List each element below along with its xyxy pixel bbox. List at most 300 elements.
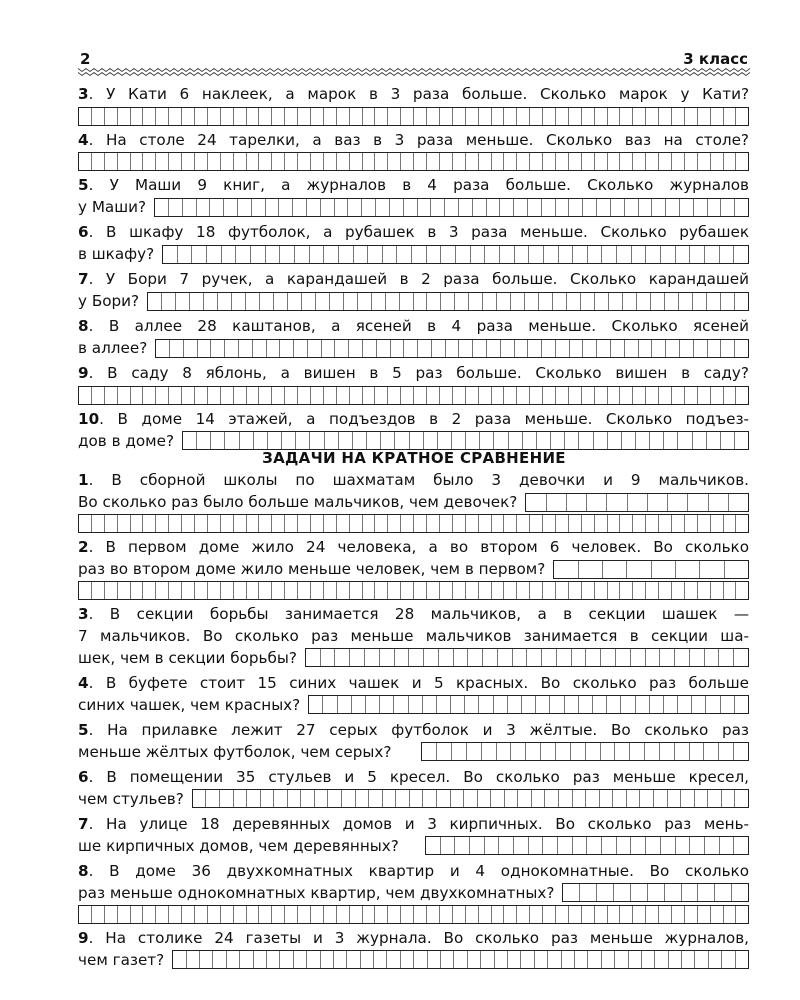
answer-cell[interactable] <box>170 340 184 357</box>
answer-cell[interactable] <box>478 790 492 807</box>
answer-cell[interactable] <box>542 340 556 357</box>
answer-cell[interactable] <box>254 951 267 968</box>
answer-cell[interactable] <box>680 199 694 216</box>
answer-grid[interactable] <box>78 581 749 600</box>
answer-cell[interactable] <box>633 108 646 125</box>
answer-cell[interactable] <box>105 153 118 170</box>
answer-cell[interactable] <box>414 906 427 923</box>
answer-cell[interactable] <box>480 432 494 449</box>
answer-cell[interactable] <box>221 582 234 599</box>
answer-cell[interactable] <box>676 837 691 854</box>
answer-cell[interactable] <box>466 108 479 125</box>
answer-cell[interactable] <box>736 906 748 923</box>
answer-cell[interactable] <box>79 906 92 923</box>
answer-cell[interactable] <box>611 340 625 357</box>
answer-cell[interactable] <box>218 293 232 310</box>
answer-cell[interactable] <box>459 199 473 216</box>
answer-grid[interactable] <box>192 789 749 808</box>
answer-cell[interactable] <box>306 649 321 666</box>
answer-cell[interactable] <box>404 340 418 357</box>
answer-cell[interactable] <box>639 340 653 357</box>
answer-cell[interactable] <box>298 515 311 532</box>
answer-cell[interactable] <box>580 884 597 901</box>
answer-cell[interactable] <box>195 387 208 404</box>
answer-cell[interactable] <box>627 561 651 578</box>
answer-cell[interactable] <box>282 432 296 449</box>
answer-cell[interactable] <box>79 153 92 170</box>
answer-cell[interactable] <box>410 432 424 449</box>
answer-cell[interactable] <box>685 582 698 599</box>
answer-cell[interactable] <box>600 790 614 807</box>
answer-cell[interactable] <box>609 293 623 310</box>
answer-cell[interactable] <box>708 340 722 357</box>
answer-cell[interactable] <box>195 582 208 599</box>
answer-cell[interactable] <box>225 432 239 449</box>
answer-cell[interactable] <box>439 649 454 666</box>
answer-cell[interactable] <box>735 790 748 807</box>
answer-cell[interactable] <box>646 387 659 404</box>
answer-cell[interactable] <box>324 246 339 263</box>
answer-cell[interactable] <box>453 387 466 404</box>
answer-cell[interactable] <box>553 293 567 310</box>
answer-cell[interactable] <box>735 340 748 357</box>
answer-cell[interactable] <box>483 649 498 666</box>
answer-cell[interactable] <box>350 387 363 404</box>
answer-cell[interactable] <box>521 951 534 968</box>
answer-cell[interactable] <box>395 432 409 449</box>
answer-cell[interactable] <box>467 743 482 760</box>
answer-cell[interactable] <box>471 246 486 263</box>
answer-cell[interactable] <box>337 515 350 532</box>
answer-cell[interactable] <box>640 790 654 807</box>
answer-cell[interactable] <box>309 696 323 713</box>
answer-cell[interactable] <box>266 246 281 263</box>
answer-cell[interactable] <box>532 790 546 807</box>
answer-cell[interactable] <box>79 108 92 125</box>
answer-cell[interactable] <box>169 582 182 599</box>
answer-cell[interactable] <box>440 515 453 532</box>
answer-cell[interactable] <box>724 906 737 923</box>
answer-cell[interactable] <box>582 153 595 170</box>
answer-cell[interactable] <box>423 696 437 713</box>
answer-cell[interactable] <box>581 293 595 310</box>
answer-cell[interactable] <box>465 696 479 713</box>
answer-cell[interactable] <box>722 951 735 968</box>
answer-cell[interactable] <box>193 790 207 807</box>
answer-cell[interactable] <box>441 246 456 263</box>
answer-cell[interactable] <box>682 884 699 901</box>
answer-cell[interactable] <box>620 108 633 125</box>
answer-cell[interactable] <box>259 153 272 170</box>
answer-cell[interactable] <box>665 293 679 310</box>
answer-cell[interactable] <box>595 108 608 125</box>
answer-cell[interactable] <box>708 199 722 216</box>
answer-cell[interactable] <box>337 387 350 404</box>
answer-cell[interactable] <box>440 387 453 404</box>
answer-cell[interactable] <box>595 582 608 599</box>
answer-cell[interactable] <box>414 387 427 404</box>
answer-cell[interactable] <box>184 340 198 357</box>
answer-cell[interactable] <box>195 153 208 170</box>
answer-cell[interactable] <box>225 340 239 357</box>
answer-cell[interactable] <box>274 293 288 310</box>
answer-cell[interactable] <box>388 108 401 125</box>
answer-cell[interactable] <box>530 515 543 532</box>
answer-cell[interactable] <box>337 153 350 170</box>
answer-cell[interactable] <box>195 906 208 923</box>
answer-cell[interactable] <box>293 199 307 216</box>
answer-cell[interactable] <box>266 199 280 216</box>
answer-cell[interactable] <box>595 387 608 404</box>
answer-cell[interactable] <box>481 951 494 968</box>
answer-cell[interactable] <box>259 515 272 532</box>
answer-grid[interactable] <box>172 950 749 969</box>
answer-cell[interactable] <box>453 153 466 170</box>
answer-cell[interactable] <box>595 515 608 532</box>
answer-cell[interactable] <box>492 387 505 404</box>
answer-cell[interactable] <box>236 246 251 263</box>
answer-cell[interactable] <box>700 561 724 578</box>
answer-cell[interactable] <box>583 340 597 357</box>
answer-grid[interactable] <box>162 245 749 264</box>
answer-cell[interactable] <box>412 246 427 263</box>
answer-cell[interactable] <box>497 743 512 760</box>
answer-cell[interactable] <box>551 432 565 449</box>
answer-cell[interactable] <box>401 906 414 923</box>
answer-cell[interactable] <box>330 293 344 310</box>
answer-cell[interactable] <box>288 293 302 310</box>
answer-cell[interactable] <box>504 515 517 532</box>
answer-cell[interactable] <box>182 906 195 923</box>
answer-cell[interactable] <box>361 951 374 968</box>
answer-cell[interactable] <box>339 246 354 263</box>
answer-cell[interactable] <box>169 108 182 125</box>
answer-cell[interactable] <box>105 108 118 125</box>
answer-cell[interactable] <box>234 108 247 125</box>
answer-cell[interactable] <box>440 582 453 599</box>
answer-cell[interactable] <box>575 951 588 968</box>
answer-cell[interactable] <box>602 951 615 968</box>
answer-cell[interactable] <box>659 108 672 125</box>
answer-cell[interactable] <box>479 108 492 125</box>
answer-cell[interactable] <box>238 199 252 216</box>
answer-cell[interactable] <box>628 494 648 511</box>
answer-cell[interactable] <box>380 696 394 713</box>
answer-cell[interactable] <box>721 293 735 310</box>
answer-cell[interactable] <box>570 340 584 357</box>
answer-cell[interactable] <box>321 649 336 666</box>
answer-cell[interactable] <box>176 293 190 310</box>
answer-cell[interactable] <box>659 582 672 599</box>
answer-cell[interactable] <box>736 108 748 125</box>
answer-cell[interactable] <box>652 561 676 578</box>
answer-cell[interactable] <box>582 906 595 923</box>
answer-cell[interactable] <box>259 387 272 404</box>
answer-cell[interactable] <box>659 153 672 170</box>
answer-cell[interactable] <box>453 108 466 125</box>
answer-cell[interactable] <box>556 199 570 216</box>
answer-grid[interactable] <box>553 560 749 579</box>
answer-cell[interactable] <box>335 199 349 216</box>
answer-cell[interactable] <box>426 837 441 854</box>
answer-cell[interactable] <box>234 515 247 532</box>
answer-cell[interactable] <box>704 743 719 760</box>
answer-cell[interactable] <box>620 906 633 923</box>
answer-cell[interactable] <box>651 293 665 310</box>
answer-cell[interactable] <box>517 906 530 923</box>
answer-cell[interactable] <box>208 387 221 404</box>
answer-cell[interactable] <box>543 582 556 599</box>
answer-cell[interactable] <box>204 293 218 310</box>
answer-cell[interactable] <box>163 246 178 263</box>
answer-cell[interactable] <box>569 108 582 125</box>
answer-cell[interactable] <box>143 515 156 532</box>
answer-cell[interactable] <box>285 515 298 532</box>
answer-cell[interactable] <box>285 582 298 599</box>
answer-cell[interactable] <box>668 790 682 807</box>
answer-cell[interactable] <box>543 153 556 170</box>
answer-cell[interactable] <box>280 340 294 357</box>
answer-cell[interactable] <box>350 906 363 923</box>
answer-cell[interactable] <box>335 340 349 357</box>
answer-cell[interactable] <box>602 837 617 854</box>
answer-cell[interactable] <box>660 743 675 760</box>
answer-cell[interactable] <box>715 884 732 901</box>
answer-cell[interactable] <box>323 696 337 713</box>
answer-cell[interactable] <box>131 582 144 599</box>
answer-cell[interactable] <box>208 108 221 125</box>
answer-cell[interactable] <box>267 340 281 357</box>
answer-cell[interactable] <box>479 696 493 713</box>
answer-cell[interactable] <box>494 432 508 449</box>
answer-cell[interactable] <box>732 884 748 901</box>
answer-cell[interactable] <box>646 837 661 854</box>
answer-cell[interactable] <box>143 108 156 125</box>
answer-cell[interactable] <box>440 906 453 923</box>
answer-cell[interactable] <box>705 246 720 263</box>
answer-cell[interactable] <box>454 951 467 968</box>
answer-cell[interactable] <box>498 649 513 666</box>
answer-cell[interactable] <box>285 153 298 170</box>
answer-cell[interactable] <box>390 199 404 216</box>
answer-cell[interactable] <box>586 743 601 760</box>
answer-cell[interactable] <box>197 199 211 216</box>
answer-cell[interactable] <box>239 340 253 357</box>
answer-cell[interactable] <box>301 790 315 807</box>
answer-cell[interactable] <box>358 293 372 310</box>
answer-cell[interactable] <box>148 293 162 310</box>
answer-cell[interactable] <box>211 340 225 357</box>
answer-cell[interactable] <box>530 153 543 170</box>
answer-cell[interactable] <box>272 153 285 170</box>
answer-cell[interactable] <box>321 199 335 216</box>
answer-cell[interactable] <box>356 790 370 807</box>
answer-cell[interactable] <box>337 582 350 599</box>
answer-cell[interactable] <box>666 340 680 357</box>
answer-cell[interactable] <box>200 951 213 968</box>
answer-cell[interactable] <box>736 515 748 532</box>
answer-cell[interactable] <box>556 906 569 923</box>
answer-cell[interactable] <box>603 561 627 578</box>
answer-cell[interactable] <box>678 696 692 713</box>
answer-cell[interactable] <box>645 743 660 760</box>
answer-cell[interactable] <box>169 387 182 404</box>
answer-cell[interactable] <box>693 432 707 449</box>
answer-cell[interactable] <box>404 199 418 216</box>
answer-cell[interactable] <box>608 582 621 599</box>
answer-cell[interactable] <box>363 108 376 125</box>
answer-cell[interactable] <box>675 743 690 760</box>
answer-cell[interactable] <box>377 340 391 357</box>
answer-cell[interactable] <box>539 293 553 310</box>
answer-cell[interactable] <box>427 515 440 532</box>
answer-cell[interactable] <box>414 108 427 125</box>
answer-cell[interactable] <box>586 649 601 666</box>
answer-cell[interactable] <box>711 582 724 599</box>
answer-cell[interactable] <box>431 199 445 216</box>
answer-cell[interactable] <box>234 582 247 599</box>
answer-cell[interactable] <box>321 951 334 968</box>
answer-cell[interactable] <box>690 246 705 263</box>
answer-cell[interactable] <box>131 906 144 923</box>
answer-cell[interactable] <box>348 199 362 216</box>
answer-cell[interactable] <box>659 515 672 532</box>
answer-cell[interactable] <box>559 246 574 263</box>
answer-cell[interactable] <box>396 790 410 807</box>
answer-cell[interactable] <box>455 837 470 854</box>
answer-cell[interactable] <box>615 951 628 968</box>
answer-cell[interactable] <box>543 387 556 404</box>
answer-cell[interactable] <box>625 340 639 357</box>
answer-cell[interactable] <box>118 906 131 923</box>
answer-cell[interactable] <box>685 515 698 532</box>
answer-grid[interactable] <box>562 883 749 902</box>
answer-cell[interactable] <box>316 293 330 310</box>
answer-cell[interactable] <box>685 906 698 923</box>
answer-cell[interactable] <box>642 951 655 968</box>
answer-cell[interactable] <box>451 696 465 713</box>
answer-cell[interactable] <box>646 108 659 125</box>
answer-cell[interactable] <box>530 906 543 923</box>
answer-cell[interactable] <box>614 884 631 901</box>
answer-cell[interactable] <box>182 515 195 532</box>
answer-cell[interactable] <box>267 951 280 968</box>
answer-cell[interactable] <box>513 649 528 666</box>
answer-cell[interactable] <box>556 582 569 599</box>
answer-cell[interactable] <box>79 387 92 404</box>
answer-cell[interactable] <box>466 153 479 170</box>
answer-cell[interactable] <box>375 515 388 532</box>
answer-cell[interactable] <box>711 387 724 404</box>
answer-cell[interactable] <box>386 293 400 310</box>
answer-cell[interactable] <box>409 696 423 713</box>
answer-cell[interactable] <box>280 246 295 263</box>
answer-cell[interactable] <box>666 199 680 216</box>
answer-cell[interactable] <box>536 696 550 713</box>
answer-cell[interactable] <box>414 951 427 968</box>
answer-cell[interactable] <box>105 515 118 532</box>
answer-cell[interactable] <box>207 246 222 263</box>
answer-cell[interactable] <box>588 246 603 263</box>
answer-cell[interactable] <box>311 108 324 125</box>
answer-cell[interactable] <box>105 387 118 404</box>
answer-cell[interactable] <box>646 515 659 532</box>
answer-cell[interactable] <box>285 906 298 923</box>
answer-cell[interactable] <box>337 108 350 125</box>
answer-cell[interactable] <box>734 837 748 854</box>
answer-cell[interactable] <box>79 515 92 532</box>
answer-grid[interactable] <box>305 648 749 667</box>
answer-cell[interactable] <box>294 340 308 357</box>
answer-cell[interactable] <box>608 387 621 404</box>
answer-cell[interactable] <box>192 246 207 263</box>
answer-cell[interactable] <box>650 696 664 713</box>
answer-cell[interactable] <box>664 696 678 713</box>
answer-cell[interactable] <box>473 199 487 216</box>
answer-cell[interactable] <box>414 153 427 170</box>
answer-cell[interactable] <box>685 108 698 125</box>
answer-cell[interactable] <box>517 387 530 404</box>
answer-cell[interactable] <box>118 153 131 170</box>
answer-cell[interactable] <box>156 340 170 357</box>
answer-cell[interactable] <box>339 432 353 449</box>
answer-cell[interactable] <box>324 108 337 125</box>
answer-cell[interactable] <box>517 515 530 532</box>
answer-cell[interactable] <box>719 743 734 760</box>
answer-grid[interactable] <box>155 339 749 358</box>
answer-cell[interactable] <box>735 432 748 449</box>
answer-cell[interactable] <box>492 582 505 599</box>
answer-cell[interactable] <box>234 906 247 923</box>
answer-cell[interactable] <box>397 246 412 263</box>
answer-cell[interactable] <box>660 649 675 666</box>
answer-cell[interactable] <box>607 696 621 713</box>
answer-cell[interactable] <box>573 790 587 807</box>
answer-cell[interactable] <box>375 906 388 923</box>
answer-cell[interactable] <box>466 432 480 449</box>
answer-cell[interactable] <box>633 387 646 404</box>
answer-cell[interactable] <box>221 108 234 125</box>
answer-cell[interactable] <box>335 649 350 666</box>
answer-grid[interactable] <box>147 292 749 311</box>
answer-cell[interactable] <box>334 951 347 968</box>
answer-cell[interactable] <box>706 696 720 713</box>
answer-cell[interactable] <box>213 951 226 968</box>
answer-cell[interactable] <box>597 199 611 216</box>
answer-cell[interactable] <box>681 790 695 807</box>
answer-cell[interactable] <box>487 340 501 357</box>
answer-cell[interactable] <box>311 153 324 170</box>
answer-cell[interactable] <box>608 432 622 449</box>
answer-cell[interactable] <box>587 494 607 511</box>
answer-cell[interactable] <box>494 696 508 713</box>
answer-cell[interactable] <box>608 906 621 923</box>
answer-cell[interactable] <box>338 696 352 713</box>
answer-cell[interactable] <box>479 582 492 599</box>
answer-cell[interactable] <box>654 790 668 807</box>
answer-cell[interactable] <box>633 515 646 532</box>
answer-cell[interactable] <box>441 951 454 968</box>
answer-cell[interactable] <box>376 199 390 216</box>
answer-cell[interactable] <box>368 246 383 263</box>
answer-cell[interactable] <box>366 696 380 713</box>
answer-cell[interactable] <box>395 649 410 666</box>
answer-cell[interactable] <box>432 340 446 357</box>
answer-cell[interactable] <box>522 696 536 713</box>
answer-cell[interactable] <box>724 582 737 599</box>
answer-cell[interactable] <box>707 432 721 449</box>
answer-cell[interactable] <box>573 246 588 263</box>
